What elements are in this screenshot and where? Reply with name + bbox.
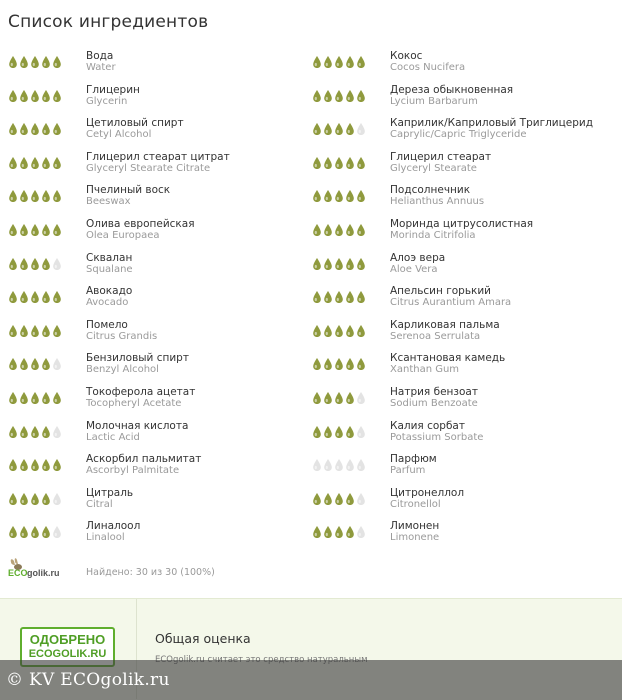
ingredient-row[interactable]: [304, 449, 604, 483]
drop-filled-icon: [8, 55, 18, 69]
drop-filled-icon: [19, 391, 29, 405]
drop-filled-icon: [345, 257, 355, 271]
drop-filled-icon: [19, 89, 29, 103]
ingredient-row[interactable]: [304, 147, 604, 181]
drop-filled-icon: [334, 391, 344, 405]
drop-empty-icon: [52, 492, 62, 506]
drop-filled-icon: [312, 425, 322, 439]
ingredient-row[interactable]: [0, 46, 300, 80]
ingredient-row[interactable]: [304, 315, 604, 349]
ingredient-row[interactable]: [304, 348, 604, 382]
ingredient-row[interactable]: [0, 449, 300, 483]
ingredient-latin-name: Glycerin: [86, 95, 128, 107]
drop-filled-icon: [356, 324, 366, 338]
ingredient-row[interactable]: [0, 214, 300, 248]
drop-filled-icon: [52, 223, 62, 237]
drop-filled-icon: [41, 425, 51, 439]
drop-filled-icon: [345, 357, 355, 371]
drop-empty-icon: [356, 122, 366, 136]
svg-text:ECO: ECO: [8, 568, 28, 578]
ingredient-name: Токоферола ацетат: [86, 386, 196, 398]
drop-filled-icon: [356, 89, 366, 103]
drop-filled-icon: [323, 425, 333, 439]
ingredient-latin-name: Benzyl Alcohol: [86, 364, 159, 376]
drop-filled-icon: [41, 223, 51, 237]
drop-filled-icon: [345, 525, 355, 539]
drop-filled-icon: [356, 189, 366, 203]
drop-filled-icon: [8, 189, 18, 203]
ingredient-row[interactable]: [304, 113, 604, 147]
drop-filled-icon: [8, 89, 18, 103]
drop-filled-icon: [356, 55, 366, 69]
ingredient-latin-name: Xanthan Gum: [390, 364, 460, 376]
ingredient-latin-name: Lactic Acid: [86, 431, 140, 443]
ingredient-name: Аскорбил пальмитат: [86, 453, 202, 466]
drop-filled-icon: [345, 492, 355, 506]
drop-filled-icon: [19, 458, 29, 472]
drop-filled-icon: [312, 492, 322, 506]
drop-filled-icon: [323, 156, 333, 170]
safety-rating: [8, 189, 62, 203]
ingredient-name: Глицерил стеарат: [390, 150, 492, 163]
drop-filled-icon: [52, 122, 62, 136]
ingredient-row[interactable]: [0, 416, 300, 450]
drop-filled-icon: [323, 257, 333, 271]
drop-empty-icon: [356, 391, 366, 405]
safety-rating: [8, 156, 62, 170]
drop-empty-icon: [334, 458, 344, 472]
safety-rating: [312, 357, 366, 371]
safety-rating: [312, 425, 366, 439]
drop-empty-icon: [52, 425, 62, 439]
drop-filled-icon: [30, 425, 40, 439]
drop-filled-icon: [19, 55, 29, 69]
drop-filled-icon: [345, 122, 355, 136]
drop-filled-icon: [323, 525, 333, 539]
drop-empty-icon: [356, 492, 366, 506]
drop-filled-icon: [41, 257, 51, 271]
ingredient-latin-name: Aloe Vera: [390, 263, 438, 275]
stamp-line1: ОДОБРЕНО: [29, 632, 106, 647]
drop-filled-icon: [8, 223, 18, 237]
drop-filled-icon: [345, 425, 355, 439]
safety-rating: [8, 357, 62, 371]
watermark-text: © KV ECOgolik.ru: [6, 670, 170, 690]
drop-filled-icon: [312, 290, 322, 304]
safety-rating: [312, 391, 366, 405]
ingredient-latin-name: Citrus Grandis: [86, 330, 158, 342]
drop-filled-icon: [41, 357, 51, 371]
drop-filled-icon: [52, 391, 62, 405]
ingredient-name: Авокадо: [86, 285, 133, 298]
drop-filled-icon: [312, 89, 322, 103]
ingredient-name: Алоэ вера: [390, 251, 446, 264]
safety-rating: [8, 391, 62, 405]
drop-empty-icon: [345, 458, 355, 472]
safety-rating: [312, 525, 366, 539]
drop-filled-icon: [19, 257, 29, 271]
ingredient-row[interactable]: [304, 281, 604, 315]
ingredient-name: Дереза обыкновенная: [390, 83, 514, 96]
ingredient-name: Кокос: [390, 50, 423, 62]
ingredient-latin-name: Citral: [86, 498, 113, 510]
drop-filled-icon: [334, 357, 344, 371]
found-count: Найдено: 30 из 30 (100%): [86, 567, 215, 578]
drop-filled-icon: [345, 324, 355, 338]
drop-filled-icon: [19, 425, 29, 439]
ingredient-latin-name: Squalane: [86, 263, 133, 275]
drop-filled-icon: [41, 391, 51, 405]
ingredient-latin-name: Caprylic/Capric Triglyceride: [390, 129, 527, 141]
drop-filled-icon: [356, 290, 366, 304]
drop-empty-icon: [52, 257, 62, 271]
drop-filled-icon: [41, 156, 51, 170]
drop-filled-icon: [30, 391, 40, 405]
drop-filled-icon: [356, 357, 366, 371]
ingredient-latin-name: Limonene: [390, 532, 440, 544]
ingredient-name: Парфюм: [390, 453, 437, 466]
drop-empty-icon: [356, 458, 366, 472]
drop-filled-icon: [334, 223, 344, 237]
ingredient-latin-name: Serenoa Serrulata: [390, 330, 481, 342]
drop-filled-icon: [19, 525, 29, 539]
drop-filled-icon: [323, 189, 333, 203]
ingredient-row[interactable]: [304, 80, 604, 114]
drop-filled-icon: [30, 324, 40, 338]
ingredient-name: Глицерин: [86, 83, 140, 96]
drop-filled-icon: [312, 189, 322, 203]
drop-filled-icon: [345, 391, 355, 405]
drop-filled-icon: [52, 458, 62, 472]
ingredient-latin-name: Potassium Sorbate: [390, 431, 484, 443]
safety-rating: [8, 223, 62, 237]
drop-filled-icon: [334, 525, 344, 539]
drop-empty-icon: [356, 425, 366, 439]
safety-rating: [312, 189, 366, 203]
ingredient-row[interactable]: [304, 416, 604, 450]
drop-filled-icon: [30, 290, 40, 304]
drop-filled-icon: [30, 156, 40, 170]
drop-filled-icon: [30, 189, 40, 203]
drop-filled-icon: [334, 156, 344, 170]
ingredient-row[interactable]: [0, 483, 300, 517]
ingredient-name: Пчелиный воск: [86, 184, 171, 197]
drop-filled-icon: [30, 357, 40, 371]
drop-filled-icon: [312, 324, 322, 338]
safety-rating: [312, 55, 366, 69]
drop-filled-icon: [52, 290, 62, 304]
drop-filled-icon: [8, 492, 18, 506]
ingredient-name: Каприлик/Каприловый Триглицерид: [390, 117, 593, 130]
drop-filled-icon: [334, 89, 344, 103]
drop-filled-icon: [30, 492, 40, 506]
drop-filled-icon: [52, 89, 62, 103]
ingredient-name: Подсолнечник: [390, 184, 471, 197]
drop-filled-icon: [323, 492, 333, 506]
safety-rating: [8, 89, 62, 103]
drop-filled-icon: [19, 223, 29, 237]
drop-filled-icon: [41, 525, 51, 539]
drop-filled-icon: [345, 55, 355, 69]
drop-filled-icon: [41, 122, 51, 136]
safety-rating: [312, 324, 366, 338]
ecogolik-logo[interactable]: [8, 557, 76, 579]
drop-filled-icon: [312, 391, 322, 405]
ingredient-row[interactable]: [0, 248, 300, 282]
ingredient-latin-name: Parfum: [390, 465, 426, 477]
ingredient-latin-name: Avocado: [86, 297, 129, 309]
ingredient-row[interactable]: [304, 483, 604, 517]
drop-empty-icon: [312, 458, 322, 472]
drop-filled-icon: [356, 156, 366, 170]
ingredient-latin-name: Cetyl Alcohol: [86, 129, 152, 141]
ingredient-row[interactable]: [304, 516, 604, 550]
ingredient-row[interactable]: [0, 281, 300, 315]
drop-filled-icon: [323, 55, 333, 69]
ingredient-row[interactable]: [304, 248, 604, 282]
ingredient-latin-name: Ascorbyl Palmitate: [86, 465, 180, 477]
drop-filled-icon: [41, 290, 51, 304]
ingredient-latin-name: Citrus Aurantium Amara: [390, 297, 512, 309]
safety-rating: [312, 492, 366, 506]
drop-filled-icon: [312, 357, 322, 371]
drop-filled-icon: [8, 458, 18, 472]
drop-empty-icon: [323, 458, 333, 472]
ingredient-row[interactable]: [0, 382, 300, 416]
ingredient-name: Карликовая пальма: [390, 318, 500, 331]
ingredient-row[interactable]: [304, 46, 604, 80]
drop-filled-icon: [52, 324, 62, 338]
drop-filled-icon: [323, 89, 333, 103]
rating-title: Общая оценка: [155, 631, 251, 646]
ingredient-name: Цитронеллол: [390, 486, 465, 499]
drop-filled-icon: [8, 290, 18, 304]
stamp-line2: ECOGOLIK.RU: [28, 648, 107, 660]
drop-filled-icon: [8, 525, 18, 539]
safety-rating: [312, 89, 366, 103]
drop-filled-icon: [345, 156, 355, 170]
drop-filled-icon: [345, 223, 355, 237]
ingredient-row[interactable]: [304, 214, 604, 248]
drop-filled-icon: [345, 290, 355, 304]
safety-rating: [312, 122, 366, 136]
ingredient-row[interactable]: [0, 80, 300, 114]
drop-filled-icon: [8, 357, 18, 371]
drop-filled-icon: [30, 122, 40, 136]
ingredient-name: Калия сорбат: [390, 419, 465, 432]
ingredient-row[interactable]: [0, 348, 300, 382]
drop-filled-icon: [356, 223, 366, 237]
ingredient-latin-name: Lycium Barbarum: [390, 95, 478, 107]
drop-filled-icon: [30, 257, 40, 271]
ingredient-row[interactable]: [0, 180, 300, 214]
svg-text:golik.ru: golik.ru: [27, 568, 60, 578]
drop-filled-icon: [30, 458, 40, 472]
drop-filled-icon: [8, 122, 18, 136]
ingredient-name: Цитраль: [86, 486, 134, 499]
drop-filled-icon: [19, 122, 29, 136]
drop-filled-icon: [30, 55, 40, 69]
drop-filled-icon: [323, 122, 333, 136]
watermark-bar: [0, 660, 622, 700]
drop-filled-icon: [8, 324, 18, 338]
drop-filled-icon: [312, 223, 322, 237]
drop-filled-icon: [41, 189, 51, 203]
drop-filled-icon: [323, 290, 333, 304]
drop-filled-icon: [334, 492, 344, 506]
ingredient-row[interactable]: [0, 113, 300, 147]
drop-filled-icon: [323, 391, 333, 405]
drop-filled-icon: [52, 189, 62, 203]
ingredient-name: Линалоол: [86, 520, 141, 533]
ingredient-name: Сквалан: [86, 251, 133, 264]
drop-filled-icon: [41, 458, 51, 472]
ingredient-name: Глицерил стеарат цитрат: [86, 150, 230, 163]
drop-filled-icon: [312, 55, 322, 69]
safety-rating: [8, 458, 62, 472]
ingredient-latin-name: Morinda Citrifolia: [390, 230, 476, 241]
ingredient-name: Апельсин горький: [390, 285, 491, 298]
safety-rating: [8, 324, 62, 338]
safety-rating: [8, 257, 62, 271]
ingredient-name: Моринда цитрусолистная: [390, 218, 534, 230]
drop-filled-icon: [323, 324, 333, 338]
drop-filled-icon: [334, 290, 344, 304]
ingredient-name: Ксантановая камедь: [390, 352, 506, 365]
safety-rating: [312, 290, 366, 304]
drop-filled-icon: [19, 189, 29, 203]
drop-filled-icon: [345, 189, 355, 203]
safety-rating: [8, 55, 62, 69]
drop-filled-icon: [19, 357, 29, 371]
drop-filled-icon: [8, 391, 18, 405]
ingredient-name: Бензиловый спирт: [86, 352, 189, 365]
drop-filled-icon: [312, 156, 322, 170]
drop-filled-icon: [312, 122, 322, 136]
drop-filled-icon: [323, 223, 333, 237]
ingredient-row[interactable]: [0, 516, 300, 550]
ingredient-row[interactable]: [0, 147, 300, 181]
ingredient-latin-name: Cocos Nucifera: [390, 62, 466, 73]
drop-filled-icon: [334, 122, 344, 136]
ingredient-latin-name: Helianthus Annuus: [390, 196, 485, 208]
safety-rating: [8, 425, 62, 439]
ingredient-latin-name: Tocopheryl Acetate: [86, 398, 182, 409]
ingredient-name: Натрия бензоат: [390, 386, 478, 398]
drop-filled-icon: [30, 525, 40, 539]
ingredient-name: Помело: [86, 318, 128, 331]
ingredient-latin-name: Glyceryl Stearate Citrate: [86, 162, 211, 174]
drop-filled-icon: [19, 290, 29, 304]
drop-filled-icon: [356, 257, 366, 271]
drop-filled-icon: [19, 156, 29, 170]
safety-rating: [312, 223, 366, 237]
ingredient-latin-name: Olea Europaea: [86, 230, 160, 241]
drop-filled-icon: [52, 55, 62, 69]
ingredient-latin-name: Citronellol: [390, 498, 441, 510]
drop-filled-icon: [52, 156, 62, 170]
page-title: Список ингредиентов: [8, 12, 209, 32]
ingredient-name: Вода: [86, 50, 114, 62]
safety-rating: [8, 290, 62, 304]
drop-filled-icon: [334, 189, 344, 203]
ingredient-name: Цетиловый спирт: [86, 117, 184, 130]
drop-filled-icon: [334, 324, 344, 338]
drop-filled-icon: [334, 55, 344, 69]
drop-filled-icon: [312, 257, 322, 271]
ingredient-latin-name: Sodium Benzoate: [390, 398, 478, 409]
drop-filled-icon: [19, 492, 29, 506]
drop-empty-icon: [52, 357, 62, 371]
drop-filled-icon: [8, 257, 18, 271]
ingredient-latin-name: Beeswax: [86, 196, 131, 208]
ingredient-row[interactable]: [304, 382, 604, 416]
drop-filled-icon: [19, 324, 29, 338]
ingredient-name: Молочная кислота: [86, 419, 189, 432]
safety-rating: [8, 525, 62, 539]
ingredient-row[interactable]: [304, 180, 604, 214]
safety-rating: [312, 257, 366, 271]
ingredient-row[interactable]: [0, 315, 300, 349]
drop-filled-icon: [8, 156, 18, 170]
drop-empty-icon: [356, 525, 366, 539]
safety-rating: [312, 458, 366, 472]
drop-filled-icon: [41, 55, 51, 69]
drop-filled-icon: [41, 324, 51, 338]
safety-rating: [8, 122, 62, 136]
safety-rating: [312, 156, 366, 170]
ingredient-name: Лимонен: [390, 520, 440, 533]
drop-filled-icon: [312, 525, 322, 539]
drop-filled-icon: [41, 492, 51, 506]
drop-filled-icon: [8, 425, 18, 439]
drop-filled-icon: [334, 257, 344, 271]
ingredient-latin-name: Water: [86, 62, 116, 73]
drop-empty-icon: [52, 525, 62, 539]
drop-filled-icon: [30, 223, 40, 237]
drop-filled-icon: [30, 89, 40, 103]
drop-filled-icon: [41, 89, 51, 103]
ingredient-latin-name: Linalool: [86, 532, 125, 544]
drop-filled-icon: [345, 89, 355, 103]
ingredient-name: Олива европейская: [86, 218, 195, 230]
safety-rating: [8, 492, 62, 506]
drop-filled-icon: [334, 425, 344, 439]
drop-filled-icon: [323, 357, 333, 371]
ingredient-latin-name: Glyceryl Stearate: [390, 162, 477, 174]
